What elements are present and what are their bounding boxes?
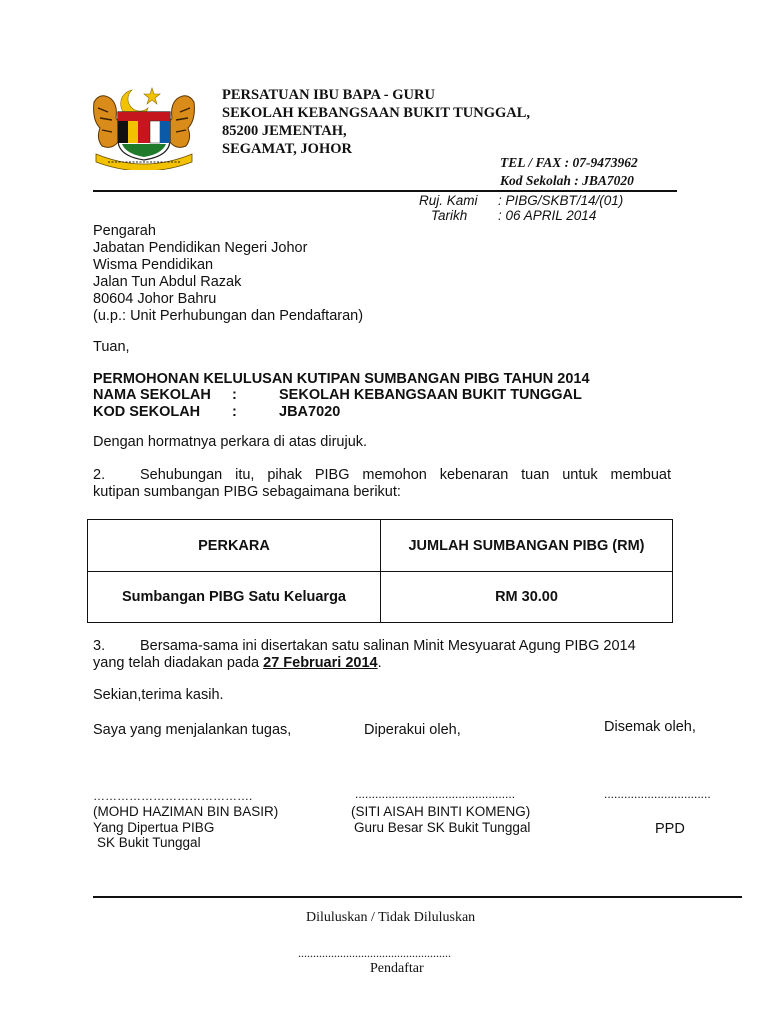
nama-sekolah-value: SEKOLAH KEBANGSAAN BUKIT TUNGGAL (279, 387, 582, 403)
paragraph-2-line-2: kutipan sumbangan PIBG sebagaimana berikut: (93, 484, 401, 500)
approval-divider (93, 896, 742, 898)
signature-caption-3: Disemak oleh, (604, 719, 696, 735)
tel-fax: TEL / FAX : 07-9473962 (500, 155, 638, 170)
salutation: Tuan, (93, 339, 130, 355)
paragraph-3-prefix: yang telah diadakan pada (93, 655, 264, 671)
subject-title: PERMOHONAN KELULUSAN KUTIPAN SUMBANGAN PIBG TAHUN 2014 (93, 371, 590, 387)
paragraph-3-number: 3. (93, 638, 106, 654)
approval-role: Pendaftar (370, 961, 424, 976)
recipient-line-4: Jalan Tun Abdul Razak (93, 274, 242, 290)
tarikh-value: : 06 APRIL 2014 (498, 208, 597, 223)
org-line-4: SEGAMAT, JOHOR (222, 141, 352, 157)
signatory-3-title: PPD (655, 821, 685, 837)
recipient-line-6: (u.p.: Unit Perhubungan dan Pendaftaran) (93, 308, 364, 324)
signature-line-1: …………………………………. (93, 789, 253, 803)
signature-line-2: ................................................ (355, 787, 516, 801)
signature-line-3: ................................ (604, 787, 711, 801)
recipient-line-5: 80604 Johor Bahru (93, 291, 217, 307)
paragraph-3-line-2 (93, 655, 382, 672)
signatory-2-name: (SITI AISAH BINTI KOMENG) (351, 804, 531, 819)
table-row (88, 572, 673, 623)
nama-sekolah-colon: : (232, 387, 237, 403)
org-line-2: SEKOLAH KEBANGSAAN BUKIT TUNGGAL, (222, 105, 531, 121)
paragraph-2-line-1: Sehubungan itu, pihak PIBG memohon kebenaran tuan untuk membuat (140, 467, 671, 483)
ruj-value: : PIBG/SKBT/14/(01) (498, 193, 624, 208)
contribution-table (87, 519, 673, 623)
signature-caption-2: Diperakui oleh, (364, 722, 461, 738)
paragraph-3-suffix: . (377, 655, 382, 671)
kod-sekolah-value: JBA7020 (279, 404, 341, 420)
org-line-1: PERSATUAN IBU BAPA - GURU (222, 87, 435, 103)
org-line-3: 85200 JEMENTAH, (222, 123, 347, 139)
signatory-1-title: Yang Dipertua PIBG (93, 820, 215, 835)
crest-logo (88, 84, 200, 170)
kod-sekolah-header: Kod Sekolah : JBA7020 (500, 173, 634, 188)
table-cell-perkara: Sumbangan PIBG Satu Keluarga (88, 572, 381, 623)
signatory-2-title: Guru Besar SK Bukit Tunggal (354, 820, 531, 835)
recipient-line-2: Jabatan Pendidikan Negeri Johor (93, 240, 308, 256)
table-header-jumlah: JUMLAH SUMBANGAN PIBG (RM) (381, 520, 673, 572)
recipient-line-1: Pengarah (93, 223, 156, 239)
nama-sekolah-label: NAMA SEKOLAH (93, 387, 211, 403)
kod-sekolah-colon: : (232, 404, 237, 420)
signatory-1-name: (MOHD HAZIMAN BIN BASIR) (93, 804, 279, 819)
approval-signature-line: ................................................... (298, 946, 451, 960)
closing-text: Sekian,terima kasih. (93, 687, 224, 703)
table-cell-jumlah: RM 30.00 (381, 572, 673, 623)
kod-sekolah-label: KOD SEKOLAH (93, 404, 201, 420)
header-divider (93, 190, 677, 192)
table-header-row (88, 520, 673, 572)
table-header-perkara: PERKARA (88, 520, 381, 572)
signature-caption-1: Saya yang menjalankan tugas, (93, 722, 292, 738)
ruj-label: Ruj. Kami (419, 193, 478, 208)
meeting-date: 27 Februari 2014 (263, 655, 378, 671)
paragraph-2-number: 2. (93, 467, 106, 483)
paragraph-3-line-1: Bersama-sama ini disertakan satu salinan Minit Mesyuarat Agung PIBG 2014 (140, 638, 636, 654)
tarikh-label: Tarikh (431, 208, 468, 223)
approval-status: Diluluskan / Tidak Diluluskan (306, 910, 476, 925)
paragraph-1: Dengan hormatnya perkara di atas dirujuk. (93, 434, 368, 450)
signatory-1-org: SK Bukit Tunggal (97, 835, 201, 850)
recipient-line-3: Wisma Pendidikan (93, 257, 214, 273)
